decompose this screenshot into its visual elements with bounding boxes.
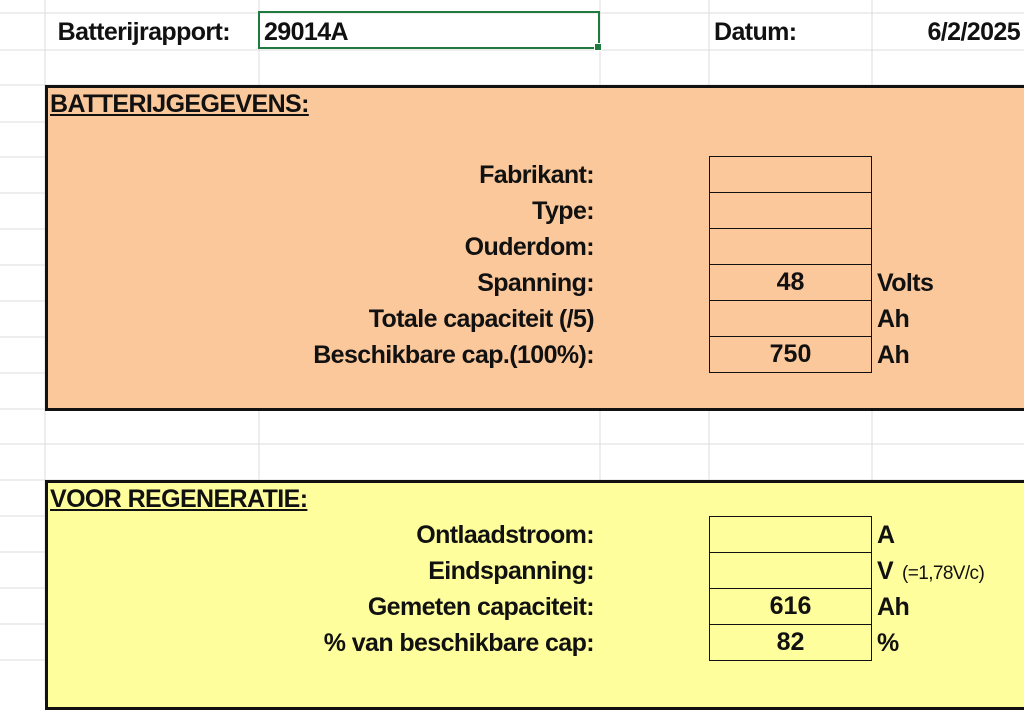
value-spanning[interactable]: 48 xyxy=(709,264,872,301)
report-label: Batterijrapport: xyxy=(57,18,230,46)
value-eindspanning[interactable] xyxy=(709,552,872,589)
value-type[interactable] xyxy=(709,192,872,229)
label-totale-capaciteit: Totale capaciteit (/5) xyxy=(368,305,594,333)
label-gemeten-capaciteit: Gemeten capaciteit: xyxy=(367,593,594,621)
value-ouderdom[interactable] xyxy=(709,228,872,265)
unit-totale-capaciteit: Ah xyxy=(877,305,910,333)
unit-eindspanning: V xyxy=(877,557,894,585)
label-percent-beschikbare-cap: % van beschikbare cap: xyxy=(323,629,594,657)
value-gemeten-capaciteit[interactable]: 616 xyxy=(709,588,872,625)
date-label: Datum: xyxy=(714,18,797,46)
unit-percent-beschikbare-cap: % xyxy=(877,629,899,657)
unit-ontlaadstroom: A xyxy=(877,521,895,549)
label-type: Type: xyxy=(532,197,594,225)
value-fabrikant[interactable] xyxy=(709,156,872,193)
regen-section-title: VOOR REGENERATIE: xyxy=(50,485,308,513)
value-percent-beschikbare-cap[interactable]: 82 xyxy=(709,624,872,661)
note-eindspanning: (=1,78V/c) xyxy=(902,563,985,584)
report-number-cell[interactable]: 29014A xyxy=(264,18,348,46)
value-ontlaadstroom[interactable] xyxy=(709,516,872,553)
label-ouderdom: Ouderdom: xyxy=(464,233,594,261)
unit-beschikbare-cap: Ah xyxy=(877,341,910,369)
value-totale-capaciteit[interactable] xyxy=(709,300,872,337)
date-value-cell[interactable]: 6/2/2025 xyxy=(927,18,1020,46)
label-beschikbare-cap: Beschikbare cap.(100%): xyxy=(313,341,594,369)
battery-section-title: BATTERIJGEGEVENS: xyxy=(50,90,309,118)
selected-cell-outline[interactable] xyxy=(258,11,600,49)
unit-spanning: Volts xyxy=(877,269,934,297)
fill-handle[interactable] xyxy=(594,43,602,51)
value-beschikbare-cap[interactable]: 750 xyxy=(709,336,872,373)
label-fabrikant: Fabrikant: xyxy=(479,161,594,189)
label-spanning: Spanning: xyxy=(477,269,594,297)
label-eindspanning: Eindspanning: xyxy=(428,557,594,585)
unit-gemeten-capaciteit: Ah xyxy=(877,593,910,621)
label-ontlaadstroom: Ontlaadstroom: xyxy=(416,521,594,549)
